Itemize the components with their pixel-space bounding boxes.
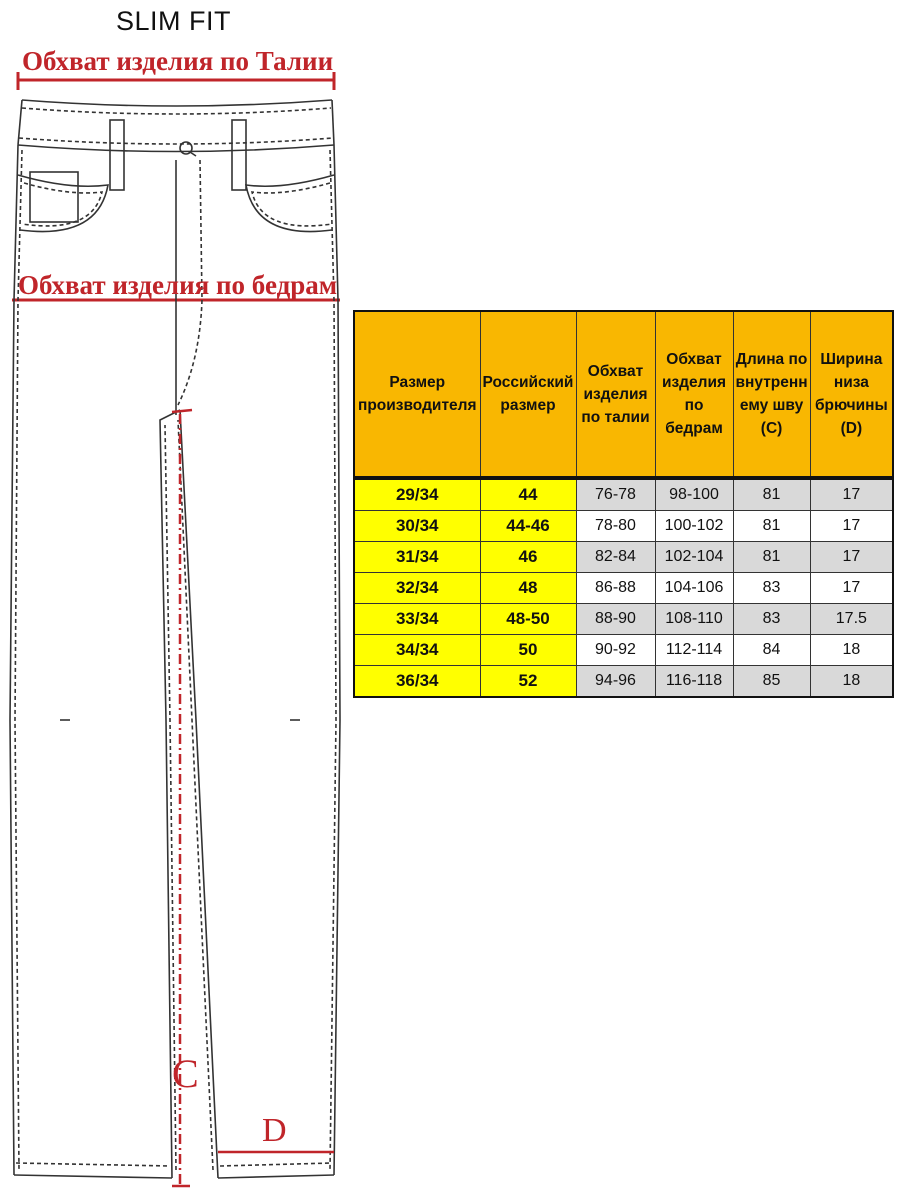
cell-hips: 116-118: [655, 666, 733, 698]
cell-russian-size: 46: [480, 542, 576, 573]
header-waist: Обхват изделия по талии: [576, 311, 655, 478]
cell-manufacturer-size: 33/34: [354, 604, 480, 635]
cell-hem-width: 18: [810, 635, 893, 666]
size-chart-table: [353, 310, 894, 698]
cell-manufacturer-size: 31/34: [354, 542, 480, 573]
cell-hem-width: 17: [810, 511, 893, 542]
cell-russian-size: 48-50: [480, 604, 576, 635]
cell-hips: 104-106: [655, 573, 733, 604]
header-hips: Обхват изделия по бедрам: [655, 311, 733, 478]
cell-hips: 102-104: [655, 542, 733, 573]
table-row: [354, 478, 893, 511]
hip-measure-label: Обхват изделия по бедрам: [18, 270, 338, 300]
jeans-outline: [10, 100, 340, 1178]
cell-inseam: 83: [733, 604, 810, 635]
cell-manufacturer-size: 36/34: [354, 666, 480, 698]
cell-hips: 98-100: [655, 478, 733, 511]
header-manufacturer-size: Размер производителя: [354, 311, 480, 478]
cell-waist: 78-80: [576, 511, 655, 542]
cell-hips: 112-114: [655, 635, 733, 666]
cell-manufacturer-size: 29/34: [354, 478, 480, 511]
cell-manufacturer-size: 34/34: [354, 635, 480, 666]
table-row: [354, 604, 893, 635]
header-hem-width: Ширина низа брючины (D): [810, 311, 893, 478]
cell-russian-size: 52: [480, 666, 576, 698]
header-russian-size: Российский размер: [480, 311, 576, 478]
inseam-letter-label: C: [172, 1051, 199, 1096]
cell-russian-size: 44-46: [480, 511, 576, 542]
cell-inseam: 81: [733, 511, 810, 542]
cell-inseam: 85: [733, 666, 810, 698]
fit-title: SLIM FIT: [116, 6, 232, 36]
cell-waist: 94-96: [576, 666, 655, 698]
table-row: [354, 573, 893, 604]
cell-waist: 90-92: [576, 635, 655, 666]
table-row: [354, 666, 893, 698]
cell-hem-width: 18: [810, 666, 893, 698]
waist-measure-label: Обхват изделия по Талии: [22, 46, 334, 76]
cell-hips: 108-110: [655, 604, 733, 635]
cell-waist: 76-78: [576, 478, 655, 511]
cell-russian-size: 50: [480, 635, 576, 666]
cell-hem-width: 17: [810, 478, 893, 511]
cell-inseam: 84: [733, 635, 810, 666]
table-header-row: [354, 311, 893, 478]
cell-waist: 88-90: [576, 604, 655, 635]
cell-hem-width: 17.5: [810, 604, 893, 635]
cell-russian-size: 44: [480, 478, 576, 511]
cell-waist: 86-88: [576, 573, 655, 604]
cell-waist: 82-84: [576, 542, 655, 573]
cell-inseam: 81: [733, 542, 810, 573]
cell-inseam: 81: [733, 478, 810, 511]
header-inseam: Длина по внутренн ему шву (C): [733, 311, 810, 478]
cell-hem-width: 17: [810, 542, 893, 573]
cell-inseam: 83: [733, 573, 810, 604]
cell-manufacturer-size: 30/34: [354, 511, 480, 542]
cell-russian-size: 48: [480, 573, 576, 604]
table-row: [354, 635, 893, 666]
cell-hips: 100-102: [655, 511, 733, 542]
table-row: [354, 511, 893, 542]
cell-hem-width: 17: [810, 573, 893, 604]
table-row: [354, 542, 893, 573]
hem-letter-label: D: [262, 1112, 287, 1149]
cell-manufacturer-size: 32/34: [354, 573, 480, 604]
